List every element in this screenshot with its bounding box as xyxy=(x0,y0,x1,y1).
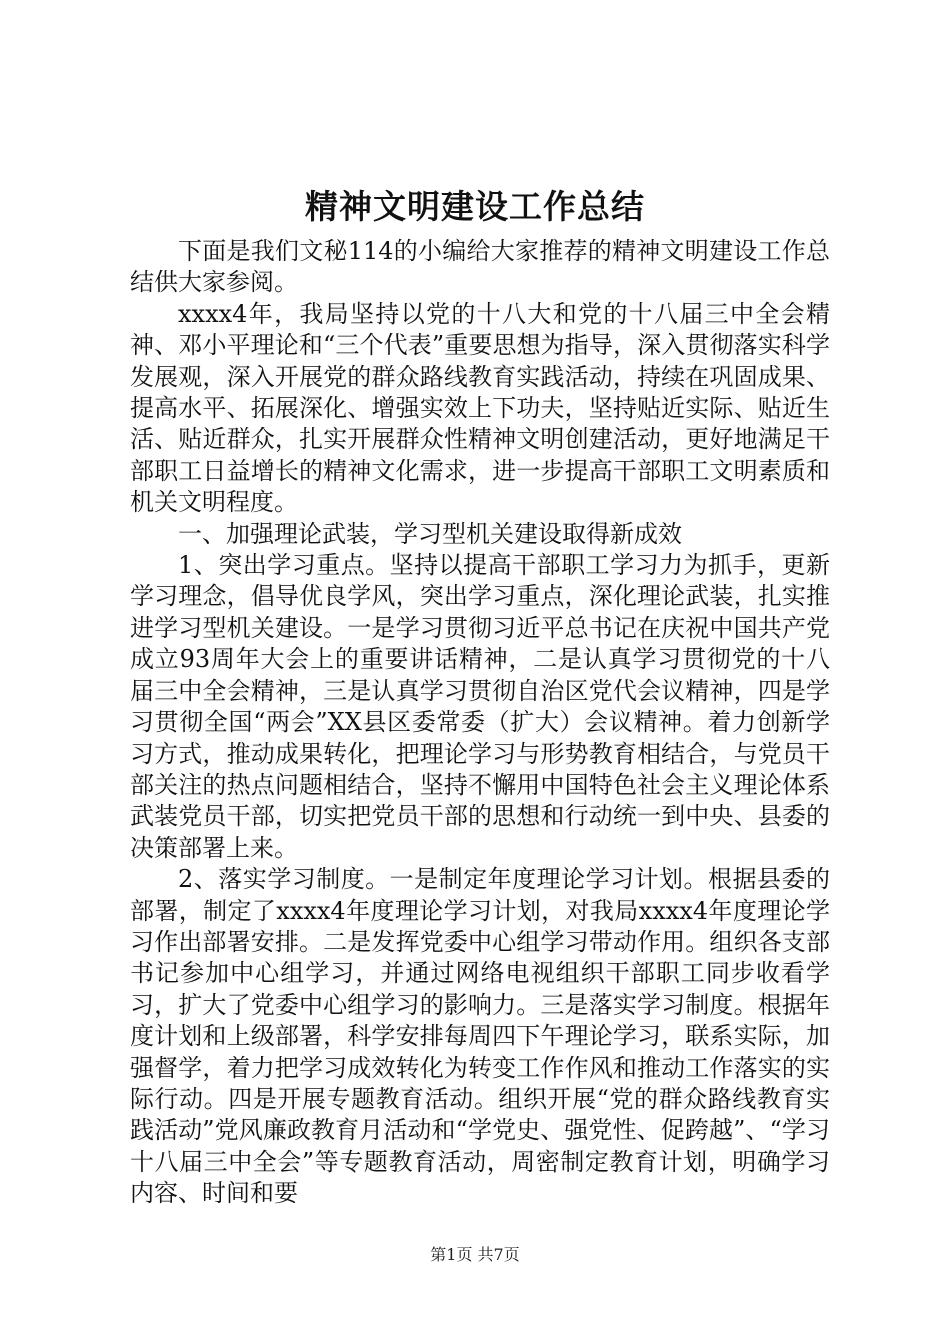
intro-paragraph: 下面是我们文秘114的小编给大家推荐的精神文明建设工作总结供大家参阅。 xyxy=(130,237,830,297)
section-heading-1: 一、加强理论武装，学习型机关建设取得新成效 xyxy=(178,519,682,548)
overview-paragraph: xxxx4年，我局坚持以党的十八大和党的十八届三中全会精神、邓小平理论和“三个代表”重要思想为指导，深入贯彻落实科学发展观，深入开展党的群众路线教育实践活动，持续在巩固成果、提高水平、拓展深化、增强实效上下功夫，坚持贴近实际、贴近生活、贴近群众，扎实开展群众性精神文明创建活动，更好地满足干部职工日益增长的精神文化需求，进一步提高干部职工文明素质和机关文明程度。 xyxy=(130,299,830,517)
study-system-paragraph: 2、落实学习制度。一是制定年度理论学习计划。根据县委的部署，制定了xxxx4年度理论学习计划，对我局xxxx4年度理论学习作出部署安排。二是发挥党委中心组学习带动作用。组织各支部书记参加中心组学习，并通过网络电视组织干部职工同步收看学习，扩大了党委中心组学习的影响力。三是落实学习制度。根据年度计划和上级部署，科学安排每周四下午理论学习，联系实际，加强督学，着力把学习成效转化为转变工作作风和推动工作落实的实际行动。四是开展专题教育活动。组织开展“党的群众路线教育实践活动”党风廉政教育月活动和“学党史、强党性、促跨越”、“学习十八届三中全会”等专题教育活动，周密制定教育计划，明确学习内容、时间和要 xyxy=(130,865,830,1208)
study-focus-paragraph: 1、突出学习重点。坚持以提高干部职工学习力为抓手，更新学习理念，倡导优良学风，突出学习重点，深化理论武装，扎实推进学习型机关建设。一是学习贯彻习近平总书记在庆祝中国共产党成立93周年大会上的重要讲话精神，二是认真学习贯彻党的十八届三中全会精神，三是认真学习贯彻自治区党代会议精神，四是学习贯彻全国“两会”XX县区委常委（扩大）会议精神。着力创新学习方式，推动成果转化，把理论学习与形势教育相结合，与党员干部关注的热点问题相结合，坚持不懈用中国特色社会主义理论体系武装党员干部，切实把党员干部的思想和行动统一到中央、县委的决策部署上来。 xyxy=(130,551,830,862)
document-title: 精神文明建设工作总结 xyxy=(305,187,645,226)
document-body xyxy=(130,236,830,1210)
page-number-footer: 第1页 共7页 xyxy=(430,1245,520,1264)
